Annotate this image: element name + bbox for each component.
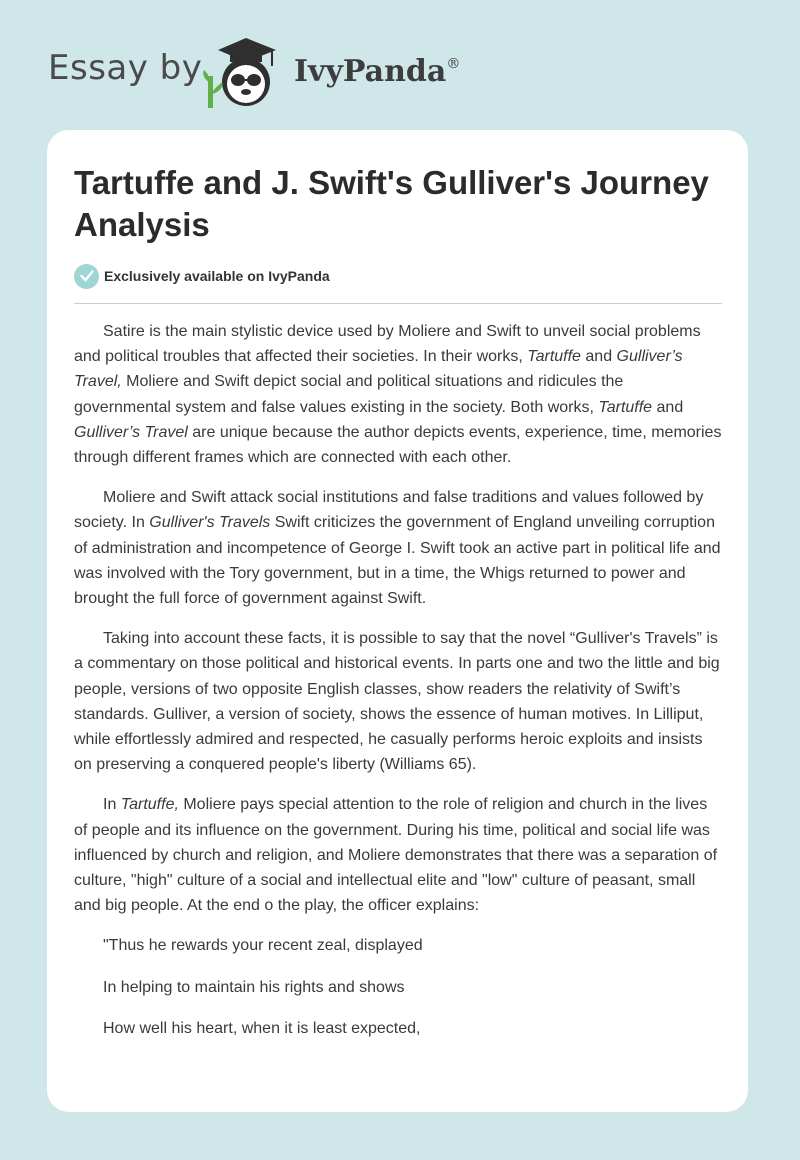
quote-line-2: In helping to maintain his rights and shows	[103, 978, 405, 996]
essay-card	[47, 130, 748, 1112]
registered-mark: ®	[446, 56, 461, 72]
check-circle-icon	[74, 264, 99, 289]
quote-line-3: How well his heart, when it is least expected,	[103, 1019, 421, 1037]
site-header	[0, 0, 800, 120]
paragraph-1: Satire is the main stylistic device used by Moliere and Swift to unveil social problems and political troubles that affected their societies. In their works, Tartuffe and Gulliver’s Travel, Moliere and Swift depict social and political situations and ridicules the governmental system and false values existing in the society. Both works, Tartuffe and Gulliver’s Travel are unique because the author depicts events, experience, time, memories through different frames which are connected with each other.	[74, 323, 722, 467]
badge-label: Exclusively available on IvyPanda	[104, 268, 330, 284]
paragraph-3: Taking into account these facts, it is possible to say that the novel “Gulliver's Travels” is a commentary on those political and historical events. In parts one and two the little and big people, versions of two opposite English classes, show readers the relativity of Swift’s standards. Gulliver, a version of society, shows the essence of human motives. In Lilliput, while effortlessly admired and respected, he casually performs heroic exploits and insists on preserving a conquered people's liberty (Williams 65).	[74, 630, 720, 774]
essay-title: Tartuffe and J. Swift's Gulliver's Journey Analysis	[74, 164, 709, 243]
panda-logo-icon[interactable]	[200, 36, 292, 110]
ivypanda-brand[interactable]	[294, 54, 460, 89]
brand-name: IvyPanda	[294, 54, 447, 89]
paragraph-2: Moliere and Swift attack social institutions and false traditions and values followed by society. In Gulliver's Travels Swift criticizes the government of England unveiling corruption of administration and incompetence of George I. Swift took an active part in political life and was involved with the Tory government, but in a time, the Whigs returned to power and brought the full force of government against Swift.	[74, 489, 721, 608]
essay-body	[74, 319, 724, 1057]
essay-by-label: Essay by	[48, 48, 203, 88]
divider	[74, 303, 722, 304]
paragraph-4: In Tartuffe, Moliere pays special attention to the role of religion and church in the lives of people and its influence on the government. During his time, political and social life was influenced by church and religion, and Moliere demonstrates that there was a separation of culture, "high" culture of a social and intellectual elite and "low" culture of peasant, small and big people. At the end o the play, the officer explains:	[74, 796, 718, 915]
exclusive-badge	[74, 263, 330, 289]
quote-line-1: "Thus he rewards your recent zeal, displayed	[103, 937, 423, 955]
